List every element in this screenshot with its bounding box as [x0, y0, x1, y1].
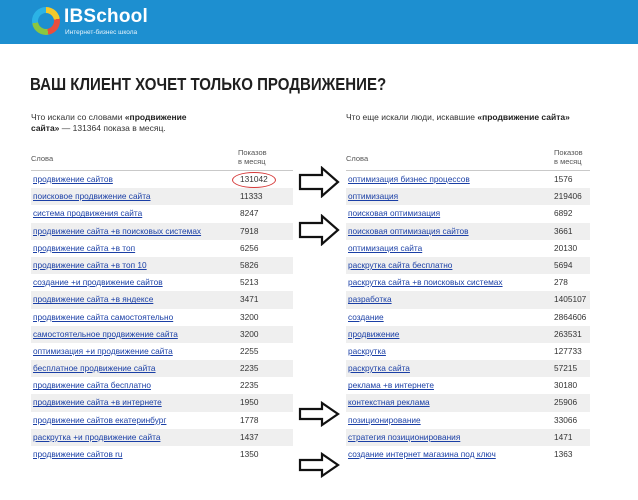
table-row	[31, 429, 293, 446]
shows-count: 25906	[554, 397, 578, 408]
keyword-link[interactable]: стратегия позиционирования	[348, 431, 461, 442]
keyword-link[interactable]: оптимизация	[348, 191, 399, 202]
slide-title: ВАШ КЛИЕНТ ХОЧЕТ ТОЛЬКО ПРОДВИЖЕНИЕ?	[30, 74, 387, 94]
shows-count: 1950	[240, 397, 259, 408]
shows-count: 3471	[240, 294, 259, 305]
shows-count: 263531	[554, 328, 582, 339]
brand-name: IBSchool	[64, 6, 148, 27]
table-row	[346, 394, 590, 411]
right-keyword-table	[346, 146, 590, 463]
shows-count: 3200	[240, 311, 259, 322]
shows-count: 1437	[240, 431, 259, 442]
table-row	[346, 188, 590, 205]
table-row	[31, 377, 293, 394]
shows-count: 8247	[240, 208, 259, 219]
table-row	[31, 326, 293, 343]
left-table-header	[31, 146, 293, 171]
table-row	[31, 394, 293, 411]
keyword-link[interactable]: продвижение сайта +в поисковых системах	[33, 225, 202, 236]
shows-count: 1471	[554, 431, 573, 442]
shows-count: 2864606	[554, 311, 587, 322]
shows-count: 5213	[240, 277, 259, 288]
table-row	[31, 274, 293, 291]
shows-count: 3661	[554, 225, 573, 236]
right-table-header	[346, 146, 590, 171]
keyword-link[interactable]: создание +и продвижение сайтов	[33, 277, 163, 288]
left-col-words: Слова	[31, 154, 54, 163]
shows-count: 20130	[554, 242, 578, 253]
left-intro-count: — 131364 показа в месяц.	[59, 123, 166, 133]
table-row	[346, 240, 590, 257]
table-row	[346, 326, 590, 343]
keyword-link[interactable]: оптимизация сайта	[348, 242, 423, 253]
highlight-circle	[232, 172, 276, 188]
keyword-link[interactable]: поисковое продвижение сайта	[33, 191, 151, 202]
keyword-link[interactable]: реклама +в интернете	[348, 380, 434, 391]
table-row	[31, 446, 293, 463]
keyword-link[interactable]: самостоятельное продвижение сайта	[33, 328, 178, 339]
shows-count: 2255	[240, 345, 259, 356]
keyword-link[interactable]: раскрутка сайта бесплатно	[348, 259, 453, 270]
brand-subtitle: Интернет-бизнес школа	[65, 29, 138, 36]
shows-count: 2235	[240, 363, 259, 374]
shows-count: 1778	[240, 414, 259, 425]
keyword-link[interactable]: продвижение сайтов ru	[33, 449, 123, 459]
keyword-link[interactable]: поисковая оптимизация	[348, 208, 441, 219]
shows-count: 219406	[554, 191, 582, 202]
table-row	[346, 274, 590, 291]
left-keyword-table	[31, 146, 293, 463]
right-arrow-icon	[298, 452, 340, 478]
shows-count: 6892	[554, 208, 573, 219]
right-arrow-icon	[298, 214, 340, 246]
left-intro-phrase: «продвижение	[124, 112, 187, 122]
left-intro-phrase-end: сайта»	[31, 123, 60, 133]
shows-count: 2235	[240, 380, 259, 391]
table-row	[31, 223, 293, 240]
keyword-link[interactable]: создание	[348, 311, 384, 322]
shows-count: 131042	[240, 174, 268, 184]
table-row	[346, 446, 590, 463]
shows-count: 5826	[240, 259, 259, 270]
keyword-link[interactable]: продвижение сайтов екатеринбург	[33, 414, 167, 425]
keyword-link[interactable]: поисковая оптимизация сайтов	[348, 225, 469, 236]
table-row	[346, 343, 590, 360]
keyword-link[interactable]: продвижение сайта самостоятельно	[33, 311, 174, 322]
shows-count: 1350	[240, 449, 259, 459]
keyword-link[interactable]: продвижение сайта +в топ 10	[33, 259, 147, 270]
keyword-link[interactable]: раскрутка +и продвижение сайта	[33, 431, 161, 442]
table-row	[31, 291, 293, 308]
shows-count: 1405107	[554, 294, 587, 305]
shows-count: 57215	[554, 363, 578, 374]
keyword-link[interactable]: оптимизация бизнес процессов	[348, 174, 470, 184]
shows-count: 6256	[240, 242, 259, 253]
shows-count: 1363	[554, 449, 573, 459]
right-arrow-icon	[298, 166, 340, 198]
table-row	[31, 188, 293, 205]
right-intro-text: Что еще искали люди, искавшие	[346, 112, 478, 122]
shows-count: 30180	[554, 380, 578, 391]
keyword-link[interactable]: создание интернет магазина под ключ	[348, 449, 496, 459]
shows-count: 3200	[240, 328, 259, 339]
keyword-link[interactable]: продвижение сайта +в топ	[33, 242, 136, 253]
table-row	[346, 257, 590, 274]
keyword-link[interactable]: продвижение сайта +в яндексе	[33, 294, 154, 305]
keyword-link[interactable]: контекстная реклама	[348, 397, 430, 408]
keyword-link[interactable]: раскрутка сайта	[348, 363, 410, 374]
table-row	[31, 343, 293, 360]
keyword-link[interactable]: бесплатное продвижение сайта	[33, 363, 156, 374]
table-row	[31, 412, 293, 429]
ibschool-logo-icon	[32, 7, 60, 35]
keyword-link[interactable]: продвижение сайтов	[33, 174, 113, 184]
table-row	[31, 257, 293, 274]
left-col-shows-line1: Показов	[238, 148, 267, 157]
table-row	[346, 171, 590, 188]
right-table-body	[346, 171, 590, 463]
table-row	[346, 291, 590, 308]
keyword-link[interactable]: оптимизация +и продвижение сайта	[33, 345, 173, 356]
shows-count: 1576	[554, 174, 573, 184]
keyword-link[interactable]: продвижение	[348, 328, 400, 339]
right-intro-phrase: «продвижение сайта»	[477, 112, 570, 122]
left-col-shows-line2: в месяц	[238, 157, 266, 166]
shows-count: 11333	[240, 191, 263, 202]
table-row	[31, 240, 293, 257]
shows-count: 278	[554, 277, 568, 288]
left-table-body	[31, 171, 293, 463]
table-row	[346, 412, 590, 429]
table-row	[31, 205, 293, 222]
keyword-link[interactable]: система продвижения сайта	[33, 208, 143, 219]
table-row	[346, 360, 590, 377]
table-row	[31, 360, 293, 377]
keyword-link[interactable]: разработка	[348, 294, 392, 305]
keyword-link[interactable]: раскрутка	[348, 345, 386, 356]
table-row	[346, 223, 590, 240]
right-col-words: Слова	[346, 154, 369, 163]
right-col-shows-line1: Показов	[554, 148, 583, 157]
right-col-shows-line2: в месяц	[554, 157, 582, 166]
header-bar	[0, 0, 638, 44]
keyword-link[interactable]: раскрутка сайта +в поисковых системах	[348, 277, 503, 288]
table-row	[346, 429, 590, 446]
keyword-link[interactable]: продвижение сайта бесплатно	[33, 380, 151, 391]
table-row	[31, 309, 293, 326]
table-row	[346, 377, 590, 394]
left-intro-text: Что искали со словами	[31, 112, 125, 122]
right-intro	[346, 112, 570, 123]
right-col-shows	[554, 148, 583, 166]
shows-count: 127733	[554, 345, 582, 356]
shows-count: 33066	[554, 414, 578, 425]
left-intro	[31, 112, 187, 134]
right-arrow-icon	[298, 401, 340, 427]
table-row	[346, 309, 590, 326]
table-row	[346, 205, 590, 222]
shows-count: 5694	[554, 259, 573, 270]
shows-count: 7918	[240, 225, 259, 236]
keyword-link[interactable]: продвижение сайта +в интернете	[33, 397, 162, 408]
left-col-shows	[238, 148, 267, 166]
keyword-link[interactable]: позиционирование	[348, 414, 421, 425]
